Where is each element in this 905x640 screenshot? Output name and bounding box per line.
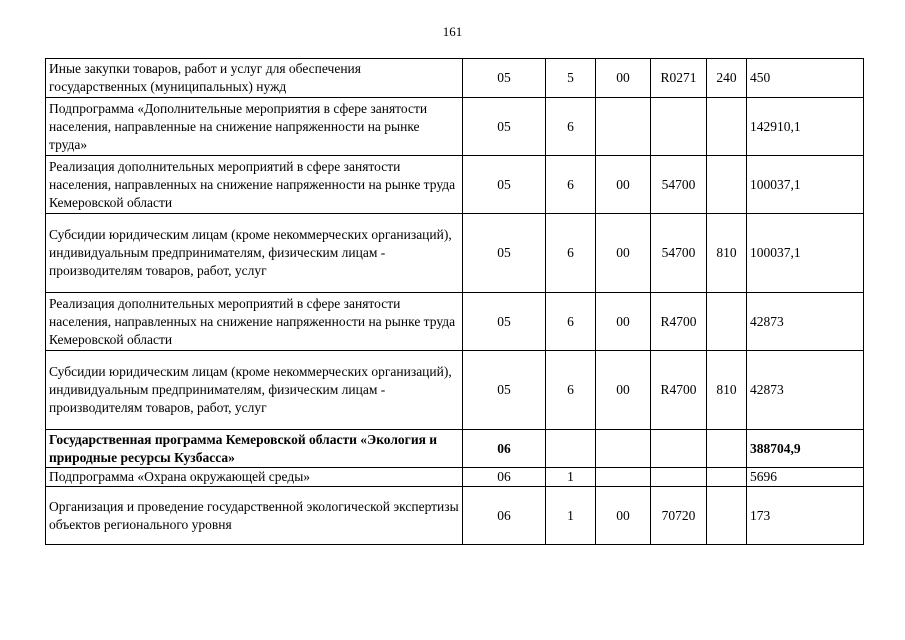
section-code: 05: [463, 293, 546, 351]
direction-code: R0271: [651, 59, 707, 98]
section-code: 05: [463, 156, 546, 214]
subprogram-code: 00: [596, 293, 651, 351]
budget-table: [45, 58, 864, 545]
amount: 142910,1: [747, 98, 864, 156]
table-row: [46, 98, 864, 156]
expense-type-code: [707, 468, 747, 487]
table-row: [46, 59, 864, 98]
item-name: Подпрограмма «Охрана окружающей среды»: [46, 468, 463, 487]
direction-code: 54700: [651, 214, 707, 293]
expense-type-code: [707, 487, 747, 545]
amount: 173: [747, 487, 864, 545]
amount: 100037,1: [747, 214, 864, 293]
table-row: [46, 430, 864, 468]
table-row: [46, 487, 864, 545]
program-code: 1: [546, 468, 596, 487]
section-code: 06: [463, 430, 546, 468]
table-row: [46, 351, 864, 430]
table-row: [46, 156, 864, 214]
program-code: 6: [546, 98, 596, 156]
direction-code: 54700: [651, 156, 707, 214]
item-name: Иные закупки товаров, работ и услуг для обеспечения государственных (муниципальных) нужд: [46, 59, 463, 98]
item-name: Субсидии юридическим лицам (кроме некоммерческих организаций), индивидуальным предпринимателям, физическим лицам - производителям товаров, работ, услуг: [46, 351, 463, 430]
amount: 100037,1: [747, 156, 864, 214]
direction-code: R4700: [651, 351, 707, 430]
table-row: [46, 214, 864, 293]
item-name: Реализация дополнительных мероприятий в сфере занятости населения, направленных на снижение напряженности на рынке труда Кемеровской области: [46, 156, 463, 214]
section-code: 05: [463, 351, 546, 430]
section-code: 05: [463, 214, 546, 293]
expense-type-code: 240: [707, 59, 747, 98]
item-name: Реализация дополнительных мероприятий в сфере занятости населения, направленных на снижение напряженности на рынке труда Кемеровской области: [46, 293, 463, 351]
direction-code: [651, 430, 707, 468]
section-code: 06: [463, 487, 546, 545]
program-code: 6: [546, 351, 596, 430]
page-number: 161: [442, 24, 463, 39]
item-name: Подпрограмма «Дополнительные мероприятия в сфере занятости населения, направленные на снижение напряженности на рынке труда»: [46, 98, 463, 156]
program-code: 5: [546, 59, 596, 98]
expense-type-code: 810: [707, 351, 747, 430]
expense-type-code: [707, 430, 747, 468]
program-code: 6: [546, 293, 596, 351]
expense-type-code: 810: [707, 214, 747, 293]
section-code: 05: [463, 98, 546, 156]
subprogram-code: 00: [596, 487, 651, 545]
amount: 5696: [747, 468, 864, 487]
item-name: Субсидии юридическим лицам (кроме некоммерческих организаций), индивидуальным предпринимателям, физическим лицам - производителям товаров, работ, услуг: [46, 214, 463, 293]
amount: 388704,9: [747, 430, 864, 468]
subprogram-code: [596, 468, 651, 487]
direction-code: R4700: [651, 293, 707, 351]
subprogram-code: 00: [596, 59, 651, 98]
item-name: Организация и проведение государственной экологической экспертизы объектов регионального уровня: [46, 487, 463, 545]
subprogram-code: 00: [596, 351, 651, 430]
expense-type-code: [707, 156, 747, 214]
subprogram-code: 00: [596, 156, 651, 214]
subprogram-code: [596, 430, 651, 468]
direction-code: [651, 468, 707, 487]
program-code: 6: [546, 156, 596, 214]
direction-code: 70720: [651, 487, 707, 545]
amount: 42873: [747, 293, 864, 351]
item-name: Государственная программа Кемеровской области «Экология и природные ресурсы Кузбасса»: [46, 430, 463, 468]
section-code: 05: [463, 59, 546, 98]
program-code: 1: [546, 487, 596, 545]
amount: 450: [747, 59, 864, 98]
subprogram-code: [596, 98, 651, 156]
amount: 42873: [747, 351, 864, 430]
section-code: 06: [463, 468, 546, 487]
direction-code: [651, 98, 707, 156]
expense-type-code: [707, 293, 747, 351]
program-code: 6: [546, 214, 596, 293]
program-code: [546, 430, 596, 468]
expense-type-code: [707, 98, 747, 156]
subprogram-code: 00: [596, 214, 651, 293]
table-row: [46, 468, 864, 487]
table-row: [46, 293, 864, 351]
